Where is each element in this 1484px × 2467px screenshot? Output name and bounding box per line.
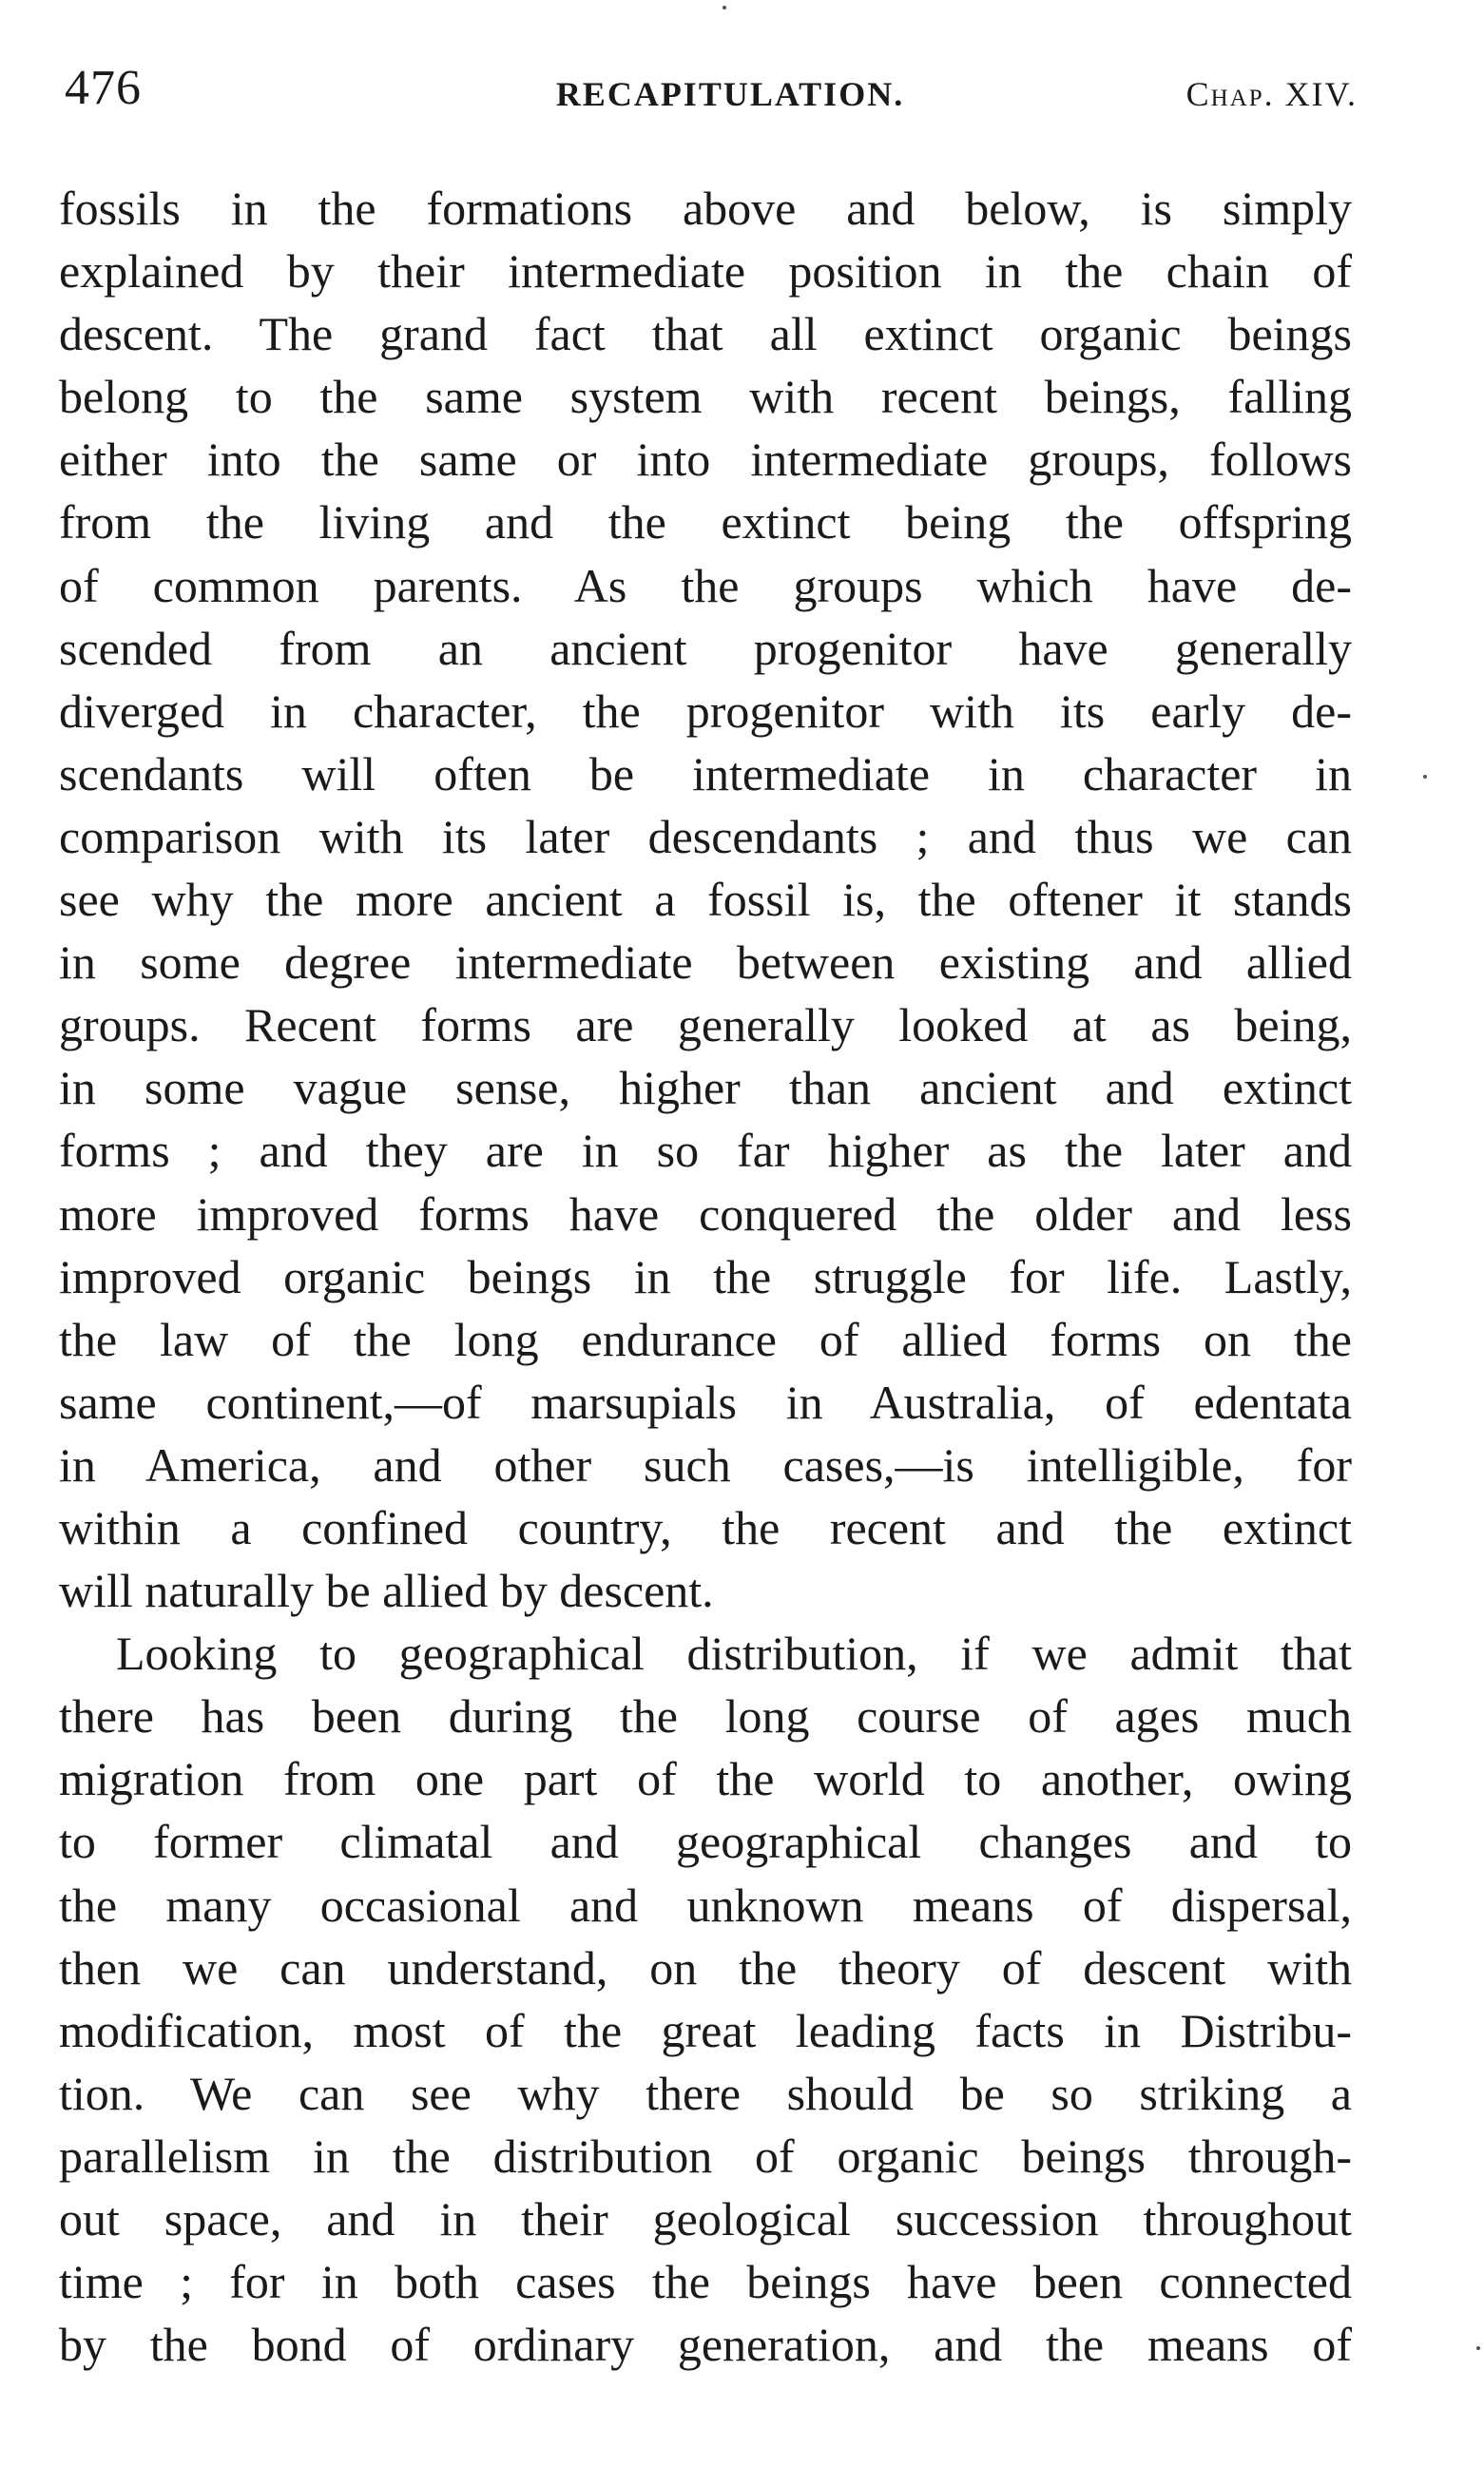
scan-speck: [1423, 775, 1427, 779]
text-line: same continent,—of marsupials in Australia, of edentata: [59, 1375, 1352, 1429]
chapter-reference: Chap. XIV.: [1185, 75, 1358, 113]
text-line: improved organic beings in the struggle for life. Lastly,: [59, 1249, 1352, 1303]
text-line: by the bond of ordinary generation, and the means of: [59, 2318, 1352, 2372]
text-line: from the living and the extinct being the offspring: [59, 495, 1352, 549]
text-line: scendants will often be intermediate in character in: [59, 746, 1352, 800]
text-line: out space, and in their geological succession throughout: [59, 2192, 1352, 2245]
paragraph-1: [59, 177, 1352, 1622]
text-line: groups. Recent forms are generally looked at as being,: [59, 998, 1352, 1052]
text-line: time ; for in both cases the beings have been connected: [59, 2255, 1352, 2309]
text-line: parallelism in the distribution of organic beings through-: [59, 2129, 1352, 2183]
text-line: the many occasional and unknown means of dispersal,: [59, 1878, 1352, 1932]
text-line: to former climatal and geographical changes and to: [59, 1815, 1352, 1869]
text-line: see why the more ancient a fossil is, the oftener it stands: [59, 873, 1352, 927]
running-title: RECAPITULATION.: [555, 75, 905, 113]
text-line: scended from an ancient progenitor have generally: [59, 621, 1352, 675]
text-line: belong to the same system with recent beings, falling: [59, 370, 1352, 424]
text-line: more improved forms have conquered the older and less: [59, 1186, 1352, 1241]
text-line: in some vague sense, higher than ancient and extinct: [59, 1061, 1352, 1115]
text-line: in some degree intermediate between existing and allied: [59, 935, 1352, 990]
running-head: [65, 55, 1358, 122]
text-line: comparison with its later descendants ; and thus we can: [59, 809, 1352, 863]
text-line: explained by their intermediate position in the chain of: [59, 244, 1352, 299]
text-line: of common parents. As the groups which have de-: [59, 558, 1352, 612]
text-line: migration from one part of the world to another, owing: [59, 1752, 1352, 1806]
text-line: within a confined country, the recent and the extinct: [59, 1500, 1352, 1554]
text-line: fossils in the formations above and below, is simply: [59, 182, 1352, 235]
text-line: Looking to geographical distribution, if we admit that: [116, 1627, 1352, 1681]
text-line: either into the same or into intermediate groups, follows: [59, 433, 1352, 487]
text-line: forms ; and they are in so far higher as the later and: [59, 1124, 1352, 1178]
page-number: 476: [65, 61, 142, 115]
body-text: [59, 177, 1352, 2376]
text-line: tion. We can see why there should be so striking a: [59, 2066, 1352, 2120]
text-line: modification, most of the great leading facts in Distribu-: [59, 2003, 1352, 2057]
scan-speck: [723, 6, 726, 10]
paragraph-2: [59, 1622, 1352, 2376]
scan-speck: [1476, 2346, 1480, 2350]
text-line: there has been during the long course of ages much: [59, 1689, 1352, 1744]
text-line: in America, and other such cases,—is intelligible, for: [59, 1437, 1352, 1492]
text-line: descent. The grand fact that all extinct organic beings: [59, 307, 1352, 361]
text-line: will naturally be allied by descent.: [59, 1564, 714, 1618]
text-line: the law of the long endurance of allied forms on the: [59, 1312, 1352, 1366]
text-line: diverged in character, the progenitor with its early de-: [59, 684, 1352, 738]
text-line: then we can understand, on the theory of descent with: [59, 1940, 1352, 1995]
